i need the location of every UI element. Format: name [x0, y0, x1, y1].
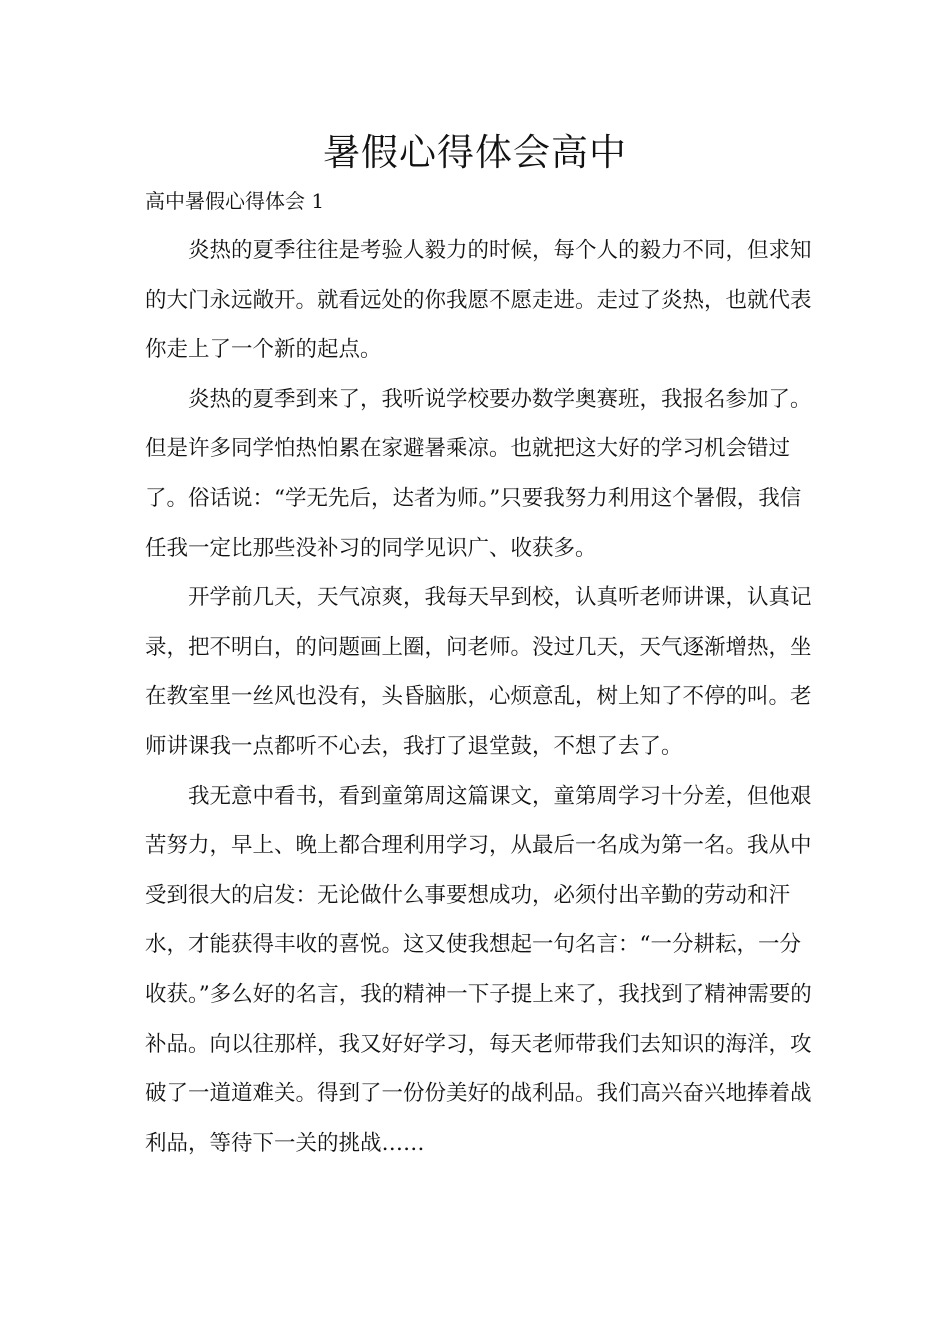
paragraph-3: 开学前几天，天气凉爽，我每天早到校，认真听老师讲课，认真记录，把不明白，的问题画上圈，问老师。没过几天，天气逐渐增热，坐在教室里一丝风也没有，头昏脑胀，心烦意乱，树上知了不停的叫。老师讲课我一点都听不心去，我打了退堂鼓，不想了去了。 — [145, 585, 812, 759]
document-title: 暑假心得体会高中 — [323, 131, 627, 174]
paragraph-2: 炎热的夏季到来了，我听说学校要办数学奥赛班，我报名参加了。但是许多同学怕热怕累在家避暑乘凉。也就把这大好的学习机会错过了。俗话说：“学无先后，达者为师。”只要我努力利用这个暑假，我信任我一定比那些没补习的同学见识广、收获多。 — [145, 386, 812, 561]
document-body — [145, 226, 815, 1168]
section-heading: 高中暑假心得体会 1 — [145, 189, 325, 213]
paragraph-1: 炎热的夏季往往是考验人毅力的时候，每个人的毅力不同，但求知的大门永远敞开。就看远处的你我愿不愿走进。走过了炎热，也就代表你走上了一个新的起点。 — [145, 238, 812, 363]
paragraph-4: 我无意中看书，看到童第周这篇课文，童第周学习十分差，但他艰苦努力，早上、晚上都合理利用学习，从最后一名成为第一名。我从中受到很大的启发：无论做什么事要想成功，必须付出辛勤的劳动和汗水，才能获得丰收的喜悦。这又使我想起一句名言：“一分耕耘，一分收获。”多么好的名言，我的精神一下子提上来了，我找到了精神需要的补品。向以往那样，我又好好学习，每天老师带我们去知识的海洋，攻破了一道道难关。得到了一份份美好的战利品。我们高兴奋兴地捧着战利品，等待下一关的挑战…… — [145, 783, 812, 1156]
